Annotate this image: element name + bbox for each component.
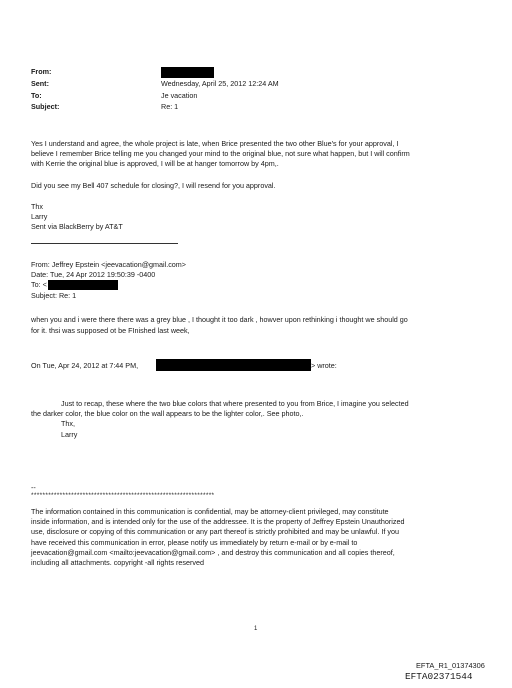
older-body-line-2: the darker color, the blue color on the wall appears to be the lighter color,. See photo,.: [31, 409, 304, 418]
subject-value: Re: 1: [161, 102, 179, 111]
footer-dashes: --: [31, 483, 36, 492]
redaction-older-sender: [156, 359, 311, 371]
disclaimer-line-3: use, disclosure or copying of this communication or any part thereof is strictly prohibited and may be unlawful. If you: [31, 527, 399, 536]
reply-sig-device: Sent via BlackBerry by AT&T: [31, 222, 123, 231]
quoted-to-prefix: To: <: [31, 280, 47, 289]
from-label: From:: [31, 67, 52, 76]
disclaimer-line-5: jeevacation@gmail.com <mailto:jeevacation@gmail.com> , and destroy this communication and all copies thereof,: [31, 548, 395, 557]
page-number: 1: [254, 626, 258, 632]
reply-question: Did you see my Bell 407 schedule for closing?, I will resend for you approval.: [31, 181, 276, 190]
reply-sig-thx: Thx: [31, 202, 43, 211]
sent-label: Sent:: [31, 79, 49, 88]
quoted-from: From: Jeffrey Epstein <jeevacation@gmail.com>: [31, 260, 186, 269]
quoted-date: Date: Tue, 24 Apr 2012 19:50:39 -0400: [31, 270, 156, 279]
bates-number-line-2: EFTA02371544: [405, 671, 473, 682]
reply-line-3: with Kerrie the original blue is approved, I will be at hanger tomorrow by 4pm,.: [31, 159, 279, 168]
quoted-body-line-1: when you and i were there there was a grey blue , I thought it too dark , howver upon rethinking i thought we should go: [31, 315, 408, 324]
older-on-line: On Tue, Apr 24, 2012 at 7:44 PM,: [31, 361, 139, 370]
disclaimer-line-4: have received this communication in error, please notify us immediately by return e-mail or by e-mail to: [31, 538, 358, 547]
reply-line-2: believe I remember Brice telling me you changed your mind to the original blue, not sure what happen, but I will confirm: [31, 149, 410, 158]
disclaimer-line-6: including all attachments. copyright -all rights reserved: [31, 558, 204, 567]
older-wrote: > wrote:: [311, 361, 337, 370]
to-value: Je vacation: [161, 91, 198, 100]
disclaimer-line-2: inside information, and is intended only for the use of the addressee. It is the property of Jeffrey Epstein Unauthorized: [31, 517, 405, 526]
subject-label: Subject:: [31, 102, 60, 111]
disclaimer-line-1: The information contained in this communication is confidential, may be attorney-client privileged, may constitute: [31, 507, 389, 516]
quoted-subject: Subject: Re: 1: [31, 291, 77, 300]
sent-value: Wednesday, April 25, 2012 12:24 AM: [161, 79, 279, 88]
quoted-body-line-2: for it. thsi was supposed ot be FInished last week,: [31, 326, 190, 335]
to-label: To:: [31, 91, 42, 100]
older-sig-thx: Thx,: [61, 419, 75, 428]
redaction-quoted-to: [48, 280, 118, 290]
separator-rule: [31, 243, 178, 244]
older-sig-name: Larry: [61, 430, 78, 439]
footer-stars: ****************************************************************: [31, 492, 215, 499]
reply-line-1: Yes I understand and agree, the whole project is late, when Brice presented the two other Blue's for your approval, I: [31, 139, 399, 148]
reply-sig-name: Larry: [31, 212, 48, 221]
bates-number-line-1: EFTA_R1_01374306: [416, 661, 485, 670]
older-body-line-1: Just to recap, these where the two blue colors that where presented to you from Brice, I imagine you selected: [61, 399, 409, 408]
redaction-from: [161, 67, 214, 78]
